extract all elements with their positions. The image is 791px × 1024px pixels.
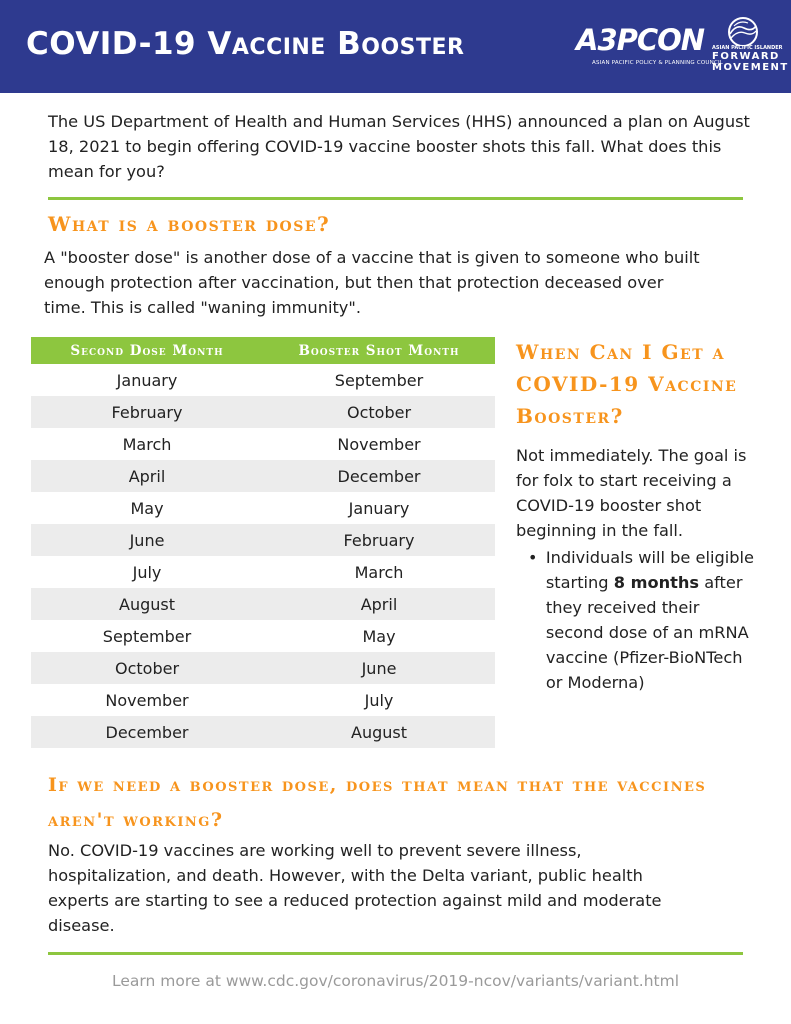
column-header-booster-shot: Booster Shot Month	[298, 342, 460, 359]
table-cell: September	[334, 370, 424, 390]
a3pcon-logo-subtitle: ASIAN PACIFIC POLICY & PLANNING COUNCIL	[592, 60, 724, 66]
table-cell: September	[102, 626, 192, 646]
footer-link-text: Learn more at www.cdc.gov/coronavirus/2019-ncov/variants/variant.html	[112, 972, 679, 990]
table-cell: January	[116, 370, 178, 390]
page-title: COVID-19 Vaccine Booster	[26, 26, 465, 62]
divider-top	[48, 197, 743, 200]
sidebar-heading: When Can I Get a COVID-19 Vaccine Booster?	[516, 340, 738, 428]
table-cell: March	[122, 434, 172, 454]
table-cell: February	[111, 402, 183, 422]
section-body-vaccines-working: No. COVID-19 vaccines are working well to prevent severe illness, hospitalization, and death. However, with the Delta variant, public health experts are starting to see a reduced protection against mild and moderate disease.	[48, 841, 662, 935]
fm-logo-line1: ASIAN PACIFIC ISLANDER	[712, 45, 783, 51]
table-cell: March	[354, 562, 404, 582]
table-row	[31, 684, 495, 716]
table-row	[31, 524, 495, 556]
divider-bottom	[48, 952, 743, 955]
table-cell: August	[351, 722, 407, 742]
sidebar-when-booster	[516, 336, 756, 695]
list-item	[528, 545, 756, 695]
table-row	[31, 620, 495, 652]
table-cell: October	[346, 402, 412, 422]
table-row	[31, 652, 495, 684]
fm-logo-line2: FORWARD	[712, 51, 780, 62]
section-body-booster-dose: A "booster dose" is another dose of a vaccine that is given to someone who built enough protection after vaccination, but then that protection deceased over time. This is called "waning immunity".	[44, 248, 700, 317]
a3pcon-logo-mark: A3PCON	[576, 23, 705, 57]
table-cell: May	[362, 626, 396, 646]
table-cell: July	[364, 690, 394, 710]
table-cell: December	[337, 466, 421, 486]
booster-schedule-table	[31, 337, 495, 748]
wave-emblem-icon	[712, 14, 774, 46]
table-row	[31, 396, 495, 428]
table-cell: October	[114, 658, 180, 678]
table-cell: June	[361, 658, 397, 678]
bullet-icon: •	[528, 548, 538, 567]
a3pcon-logo	[576, 23, 724, 72]
table-header	[31, 337, 495, 364]
table-cell: June	[129, 530, 165, 550]
table-cell: November	[105, 690, 189, 710]
table-row	[31, 492, 495, 524]
table-row	[31, 556, 495, 588]
table-cell: May	[130, 498, 164, 518]
table-row	[31, 364, 495, 396]
table-cell: November	[337, 434, 421, 454]
header-banner	[0, 0, 791, 93]
sidebar-bullet-emphasis: 8 months	[613, 573, 700, 592]
table-cell: December	[105, 722, 189, 742]
table-cell: July	[132, 562, 162, 582]
section-heading-booster-dose: What is a booster dose?	[48, 212, 331, 236]
sidebar-bullet-text: Individuals will be eligible starting 8 months after they received their second dose of an mRNA vaccine (Pfizer-BioNTech or Moderna)	[545, 548, 754, 692]
table-cell: February	[343, 530, 415, 550]
forward-movement-logo	[712, 14, 789, 84]
fm-logo-line3: MOVEMENT	[712, 62, 789, 73]
table-cell: January	[348, 498, 410, 518]
table-cell: April	[128, 466, 166, 486]
table-row	[31, 716, 495, 748]
intro-paragraph: The US Department of Health and Human Services (HHS) announced a plan on August 18, 2021 to begin offering COVID-19 vaccine booster shots this fall. What does this mean for you?	[48, 112, 750, 181]
column-header-second-dose: Second Dose Month	[70, 342, 224, 359]
table-cell: April	[360, 594, 398, 614]
section-heading-vaccines-working: If we need a booster dose, does that mean that the vaccines aren't working?	[48, 774, 707, 831]
table-row	[31, 460, 495, 492]
table-cell: August	[119, 594, 175, 614]
table-row	[31, 588, 495, 620]
sidebar-body: Not immediately. The goal is for folx to start receiving a COVID-19 booster shot beginning in the fall.	[516, 446, 747, 540]
table-row	[31, 428, 495, 460]
